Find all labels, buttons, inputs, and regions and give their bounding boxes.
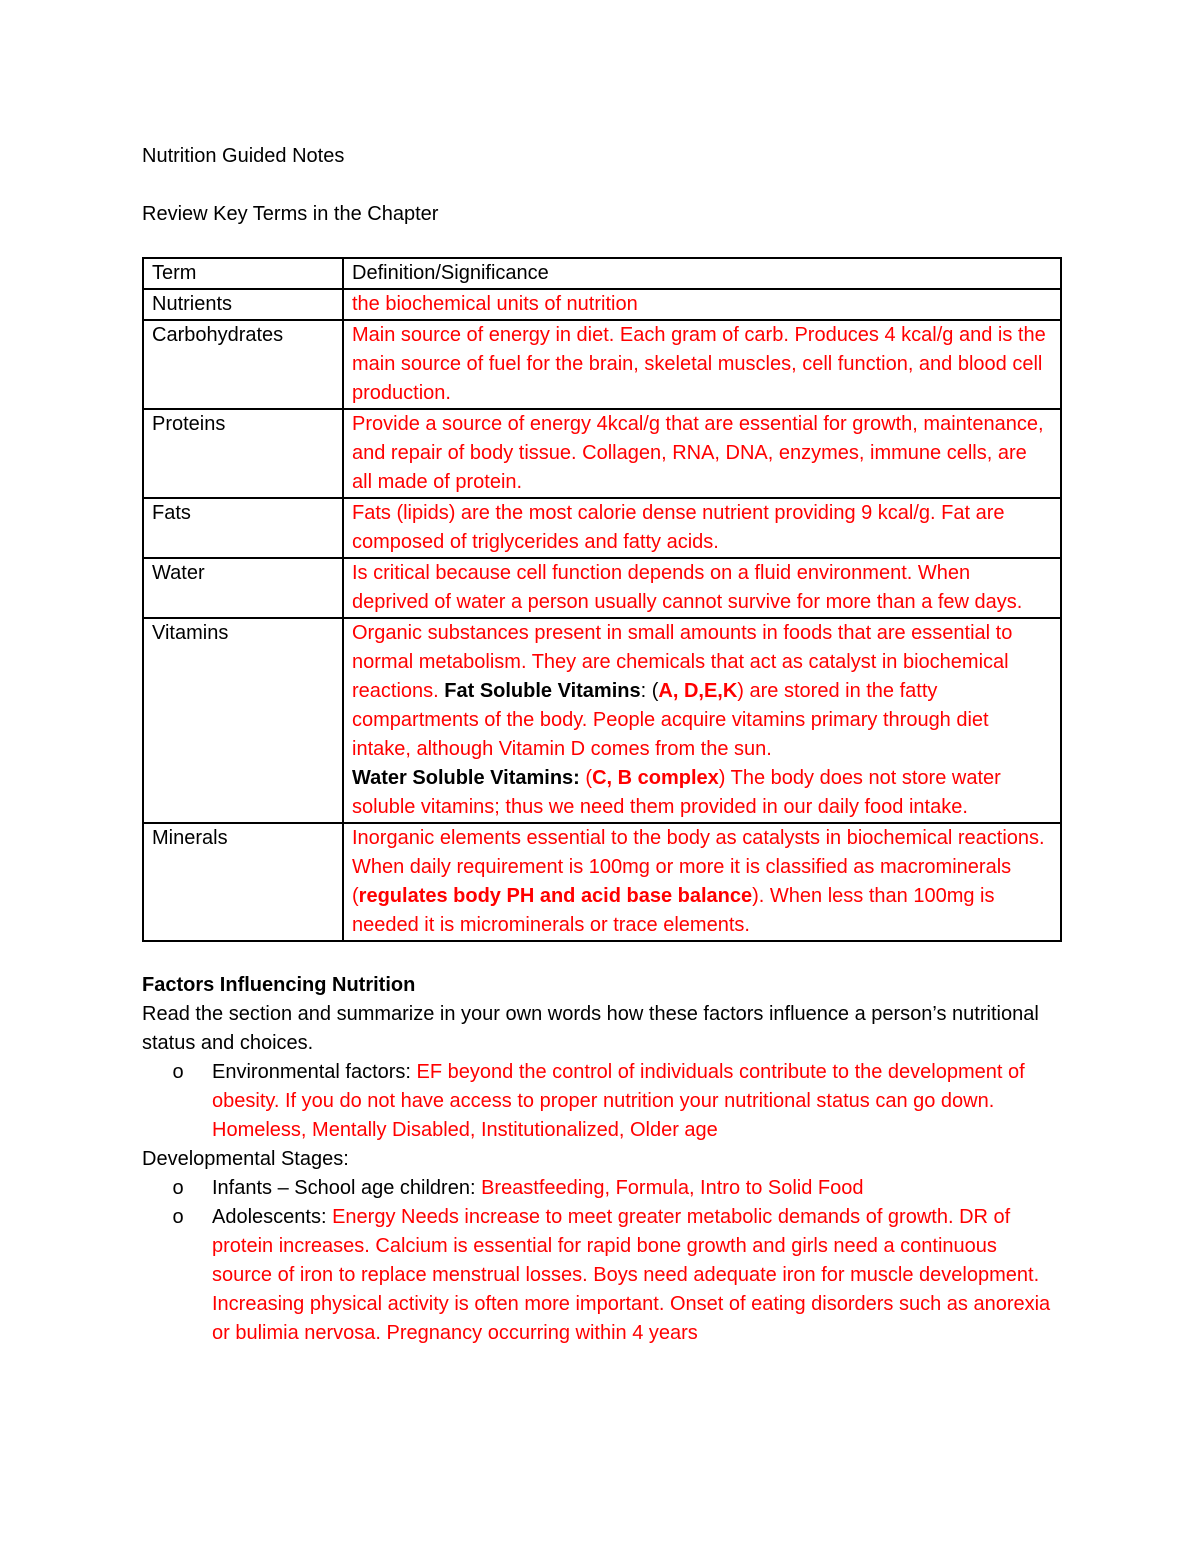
developmental-heading: Developmental Stages:	[142, 1148, 349, 1170]
environmental-text: EF beyond the control of individuals contribute to the development of obesity. If you do not have access to proper nutrition your nutritional status can go down. Homeless, Mentally Disabled, Institutionalized, Older age	[212, 1061, 1025, 1141]
definition-cell: Is critical because cell function depends on a fluid environment. When deprived of water a person usually cannot survive for more than a few days.	[343, 558, 1061, 618]
definition-cell: the biochemical units of nutrition	[343, 289, 1061, 320]
infants-text: Breastfeeding, Formula, Intro to Solid Food	[481, 1177, 864, 1199]
fat-soluble-label: Fat Soluble Vitamins	[444, 680, 641, 702]
infants-label: Infants – School age children:	[212, 1177, 482, 1199]
term-cell: Proteins	[143, 409, 343, 498]
table-row	[143, 409, 1061, 498]
term-cell: Carbohydrates	[143, 320, 343, 409]
adolescents-label: Adolescents:	[212, 1206, 333, 1228]
table-row	[143, 618, 1061, 823]
environmental-label: Environmental factors:	[212, 1061, 417, 1083]
page-title: Nutrition Guided Notes	[142, 145, 345, 167]
list-item	[168, 1203, 1062, 1348]
water-soluble-label: Water Soluble Vitamins:	[352, 767, 586, 789]
hollow-bullet-icon: o	[172, 1206, 184, 1228]
fat-soluble-list: A, D,E,K	[658, 680, 738, 702]
vitamins-text-3: ) The body does not store water soluble vitamins; thus we need them provided in our daily food intake.	[352, 767, 1001, 818]
list-item	[168, 1174, 1062, 1203]
minerals-text-1: Inorganic elements essential to the body as catalysts in biochemical reactions. When daily requirement is 100mg or more it is classified as macrominerals (	[352, 827, 1045, 907]
document-page	[142, 142, 1062, 1348]
term-cell: Water	[143, 558, 343, 618]
term-cell: Vitamins	[143, 618, 343, 823]
table-row	[143, 320, 1061, 409]
column-header-definition: Definition/Significance	[343, 258, 1061, 289]
factors-heading: Factors Influencing Nutrition	[142, 974, 416, 996]
adolescents-text: Energy Needs increase to meet greater metabolic demands of growth. DR of protein increases. Calcium is essential for rapid bone growth and girls need a continuous source of iron to replace menstrual losses. Boys need adequate iron for muscle development. Increasing physical activity is often more important. Onset of eating disorders such as anorexia or bulimia nervosa. Pregnancy occurring within 4 years	[212, 1206, 1051, 1344]
table-header-row	[143, 258, 1061, 289]
page-subtitle: Review Key Terms in the Chapter	[142, 203, 439, 225]
minerals-bold-text: regulates body PH and acid base balance	[358, 885, 753, 907]
term-cell: Nutrients	[143, 289, 343, 320]
vitamins-colon: : (	[640, 680, 659, 702]
water-soluble-list: C, B complex	[592, 767, 719, 789]
key-terms-table	[142, 257, 1062, 942]
table-row	[143, 289, 1061, 320]
factors-intro: Read the section and summarize in your own words how these factors influence a person’s nutritional status and choices.	[142, 1003, 1039, 1054]
definition-cell	[343, 823, 1061, 941]
factors-list	[142, 1058, 1062, 1145]
term-cell: Minerals	[143, 823, 343, 941]
vitamins-text-2: ) are stored in the fatty compartments of the body. People acquire vitamins primary through diet intake, although Vitamin D comes from the sun.	[352, 680, 989, 760]
definition-cell	[343, 618, 1061, 823]
minerals-text-2: ). When less than 100mg is needed it is microminerals or trace elements.	[352, 885, 995, 936]
column-header-term: Term	[143, 258, 343, 289]
table-row	[143, 823, 1061, 941]
developmental-list	[142, 1174, 1062, 1348]
hollow-bullet-icon: o	[172, 1061, 184, 1083]
term-cell: Fats	[143, 498, 343, 558]
definition-cell: Fats (lipids) are the most calorie dense nutrient providing 9 kcal/g. Fat are composed of triglycerides and fatty acids.	[343, 498, 1061, 558]
table-row	[143, 558, 1061, 618]
definition-cell: Provide a source of energy 4kcal/g that are essential for growth, maintenance, and repair of body tissue. Collagen, RNA, DNA, enzymes, immune cells, are all made of protein.	[343, 409, 1061, 498]
table-row	[143, 498, 1061, 558]
hollow-bullet-icon: o	[172, 1177, 184, 1199]
vitamins-text-1: Organic substances present in small amounts in foods that are essential to normal metabolism. They are chemicals that act as catalyst in biochemical reactions.	[352, 622, 1013, 702]
definition-cell: Main source of energy in diet. Each gram of carb. Produces 4 kcal/g and is the main source of fuel for the brain, skeletal muscles, cell function, and blood cell production.	[343, 320, 1061, 409]
vitamins-paren: (	[585, 767, 593, 789]
list-item	[168, 1058, 1062, 1145]
